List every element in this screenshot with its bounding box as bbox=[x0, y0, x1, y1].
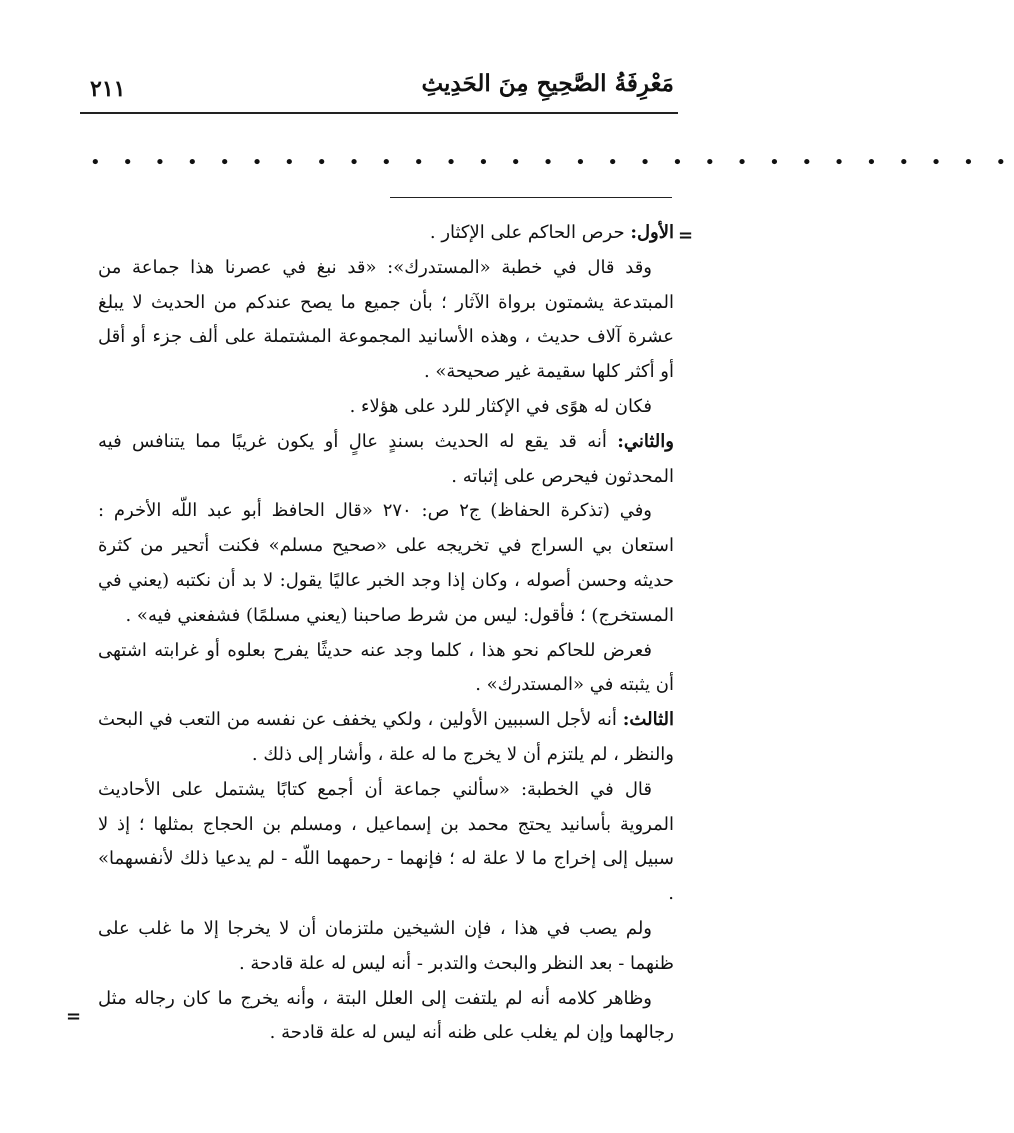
paragraph bbox=[98, 634, 674, 704]
paragraph-text: وفي (تذكرة الحفاظ) ج٢ ص: ٢٧٠ «قال الحافظ أبو عبد اللّه الأخرم : استعان بي السراج في تخريجه على «صحيح مسلم» فكنت أتحير من كثرة حديثه وحسن أصوله ، وكان إذا وجد الخبر عاليًا يقول: لا بد أن نكتبه (يعني في المستخرج) ؛ فأقول: ليس من شرط صاحبنا (يعني مسلمًا) فشفعني فيه» . bbox=[98, 500, 674, 626]
paragraph-text: قال في الخطبة: «سألني جماعة أن أجمع كتابًا يشتمل على الأحاديث المروية بأسانيد يحتج محمد بن إسماعيل ، ومسلم بن الحجاج بمثلها ؛ إذ لا سبيل إلى إخراج ما لا علة له ؛ فإنهما - رحمهما اللّه - لم يدعيا ذلك لأنفسهما» . bbox=[98, 778, 674, 905]
margin-mark-bottom: = bbox=[66, 1006, 82, 1027]
paragraph-text: حرص الحاكم على الإكثار . bbox=[429, 222, 631, 243]
paragraph-lead: الأول: bbox=[630, 222, 674, 243]
margin-mark-top: = bbox=[678, 225, 694, 246]
paragraph bbox=[98, 703, 674, 773]
paragraph-text: وقد قال في خطبة «المستدرك»: «قد نبغ في عصرنا هذا جماعة من المبتدعة يشمتون برواة الآثار ؛ بأن جميع ما يصح عندكم من الحديث لا يبلغ عشرة آلاف حديث ، وهذه الأسانيد المجموعة المشتملة على ألف جزء أو أقل أو أكثر كلها سقيمة غير صحيحة» . bbox=[98, 256, 674, 383]
paragraph-lead: والثاني: bbox=[617, 430, 674, 452]
paragraph-lead: الثالث: bbox=[622, 709, 674, 731]
paragraph-text: فكان له هوًى في الإكثار للرد على هؤلاء . bbox=[349, 395, 652, 417]
page-body bbox=[98, 216, 674, 1051]
paragraph bbox=[98, 390, 674, 425]
paragraph-text: ولم يصب في هذا ، فإن الشيخين ملتزمان أن لا يخرجا إلا ما غلب على ظنهما - بعد النظر والبحث والتدبر - أنه ليس له علة قادحة . bbox=[98, 917, 674, 974]
paragraph-text: وظاهر كلامه أنه لم يلتفت إلى العلل البتة ، وأنه يخرج ما كان رجاله مثل رجالهما وإن لم يغلب على ظنه أنه ليس له علة قادحة . bbox=[98, 987, 674, 1044]
footnote-rule bbox=[390, 197, 672, 198]
page-header-title: مَعْرِفَةُ الصَّحِيحِ مِنَ الحَدِيثِ bbox=[421, 70, 674, 97]
paragraph bbox=[98, 912, 674, 982]
header-rule bbox=[80, 112, 678, 114]
paragraph bbox=[98, 425, 674, 495]
page-number: ٢١١ bbox=[90, 76, 126, 102]
paragraph-text: فعرض للحاكم نحو هذا ، كلما وجد عنه حديثًا يفرح بعلوه أو غرابته اشتهى أن يثبته في «المستدرك» . bbox=[98, 639, 674, 696]
paragraph bbox=[98, 216, 674, 251]
paragraph-text: أنه لأجل السببين الأولين ، ولكي يخفف عن نفسه من التعب في البحث والنظر ، لم يلتزم أن لا يخرج ما له علة ، وأشار إلى ذلك . bbox=[98, 709, 674, 765]
ellipsis-dots: • • • • • • • • • • • • • • • • • • • • • • • • • • • • • bbox=[90, 152, 1014, 173]
paragraph bbox=[98, 251, 674, 390]
paragraph-text: أنه قد يقع له الحديث بسندٍ عالٍ أو يكون غريبًا مما يتنافس فيه المحدثون فيحرص على إثباته . bbox=[98, 430, 674, 487]
paragraph bbox=[98, 982, 674, 1052]
paragraph bbox=[98, 773, 674, 912]
paragraph bbox=[98, 494, 674, 633]
